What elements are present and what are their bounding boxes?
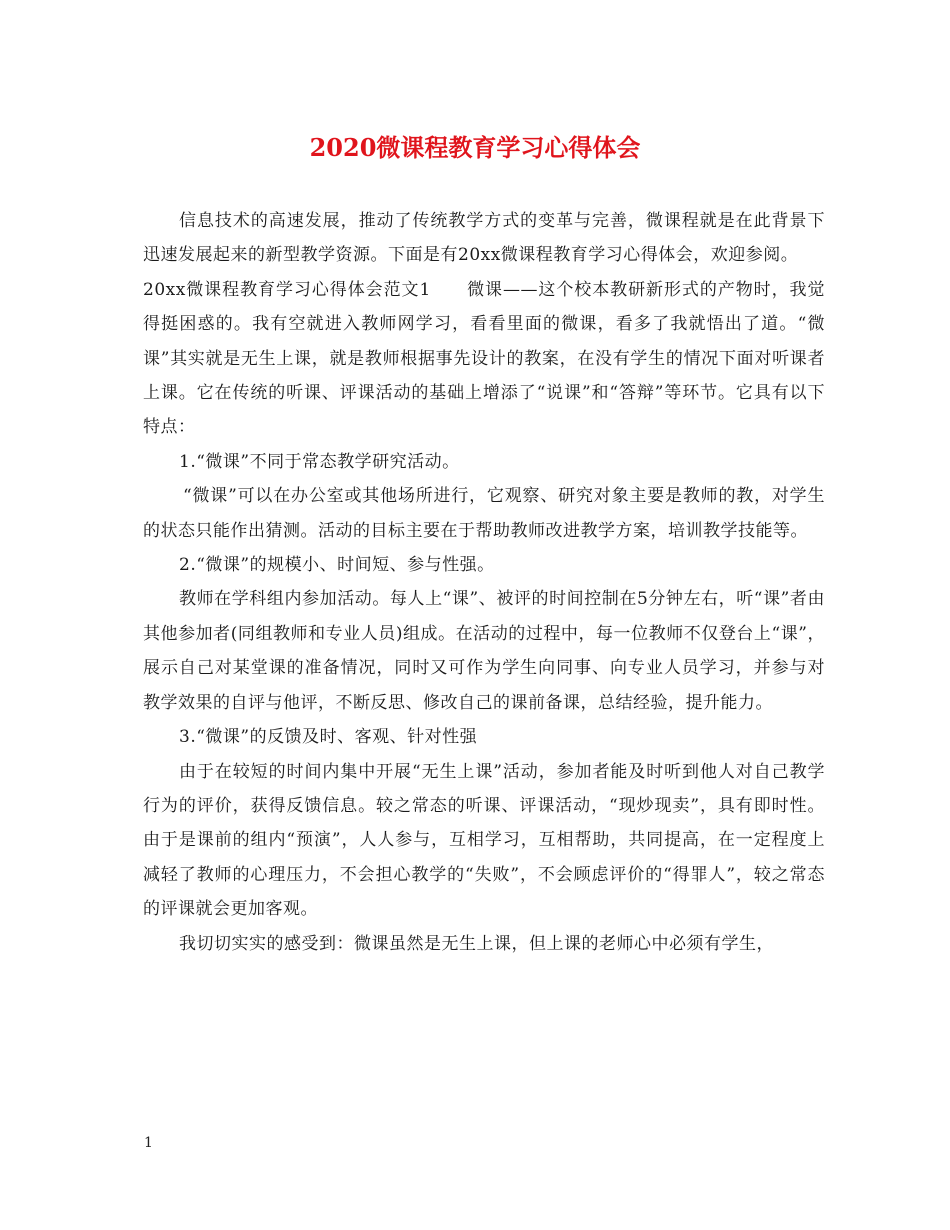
document-title: 2020微课程教育学习心得体会 [309,133,641,162]
paragraph-point-3-heading: 3.“微课”的反馈及时、客观、针对性强 [179,727,478,748]
paragraph-point-2-heading: 2.“微课”的规模小、时间短、参与性强。 [179,555,495,576]
page-number: 1 [144,1135,153,1151]
paragraph-reflection: 我切切实实的感受到：微课虽然是无生上课，但上课的老师心中必须有学生， [179,933,774,954]
paragraph-essay-start: 20xx微课程教育学习心得体会范文1 微课——这个校本教研新形式的产物时，我觉得挺困惑的。我有空就进入教师网学习，看看里面的微课，看多了我就悟出了道。“微课”其实就是无生上课，就是教师根据事先设计的教案，在没有学生的情况下面对听课者上课。它在传统的听课、评课活动的基础上增添了“说课”和“答辩”等环节。它具有以下特点： [143,279,825,438]
paragraph-intro: 信息技术的高速发展，推动了传统教学方式的变革与完善，微课程就是在此背景下迅速发展起来的新型教学资源。下面是有20xx微课程教育学习心得体会，欢迎参阅。 [143,211,825,266]
paragraph-point-1-body: “微课”可以在办公室或其他场所进行，它观察、研究对象主要是教师的教，对学生的状态只能作出猜测。活动的目标主要在于帮助教师改进教学方案，培训教学技能等。 [143,486,825,541]
document-body [143,204,825,961]
paragraph-point-2-body: 教师在学科组内参加活动。每人上“课”、被评的时间控制在5分钟左右，听“课”者由其他参加者(同组教师和专业人员)组成。在活动的过程中，每一位教师不仅登台上“课”，展示自己对某堂课的准备情况，同时又可作为学生向同事、向专业人员学习，并参与对教学效果的自评与他评，不断反思、修改自己的课前备课，总结经验，提升能力。 [143,589,825,713]
paragraph-point-3-body: 由于在较短的时间内集中开展“无生上课”活动，参加者能及时听到他人对自己教学行为的评价，获得反馈信息。较之常态的听课、评课活动，“现炒现卖”，具有即时性。由于是课前的组内“预演”，人人参与，互相学习，互相帮助，共同提高，在一定程度上减轻了教师的心理压力，不会担心教学的“失败”，不会顾虑评价的“得罪人”，较之常态的评课就会更加客观。 [143,761,825,920]
paragraph-point-1-heading: 1.“微课”不同于常态教学研究活动。 [179,451,460,472]
